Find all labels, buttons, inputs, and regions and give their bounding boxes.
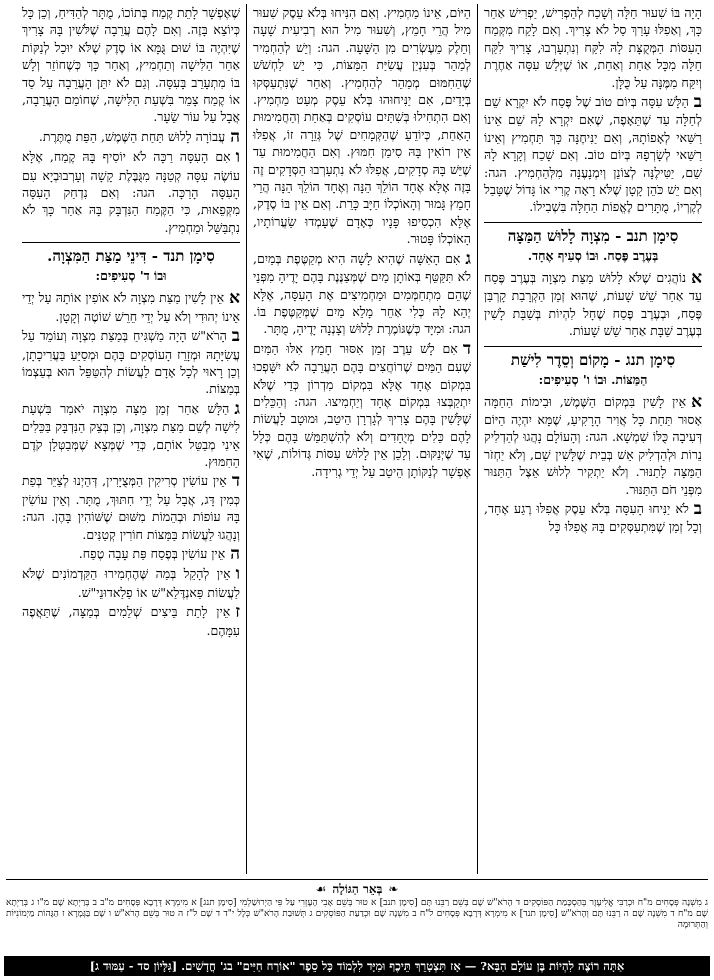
paragraph xyxy=(22,128,240,146)
text-columns xyxy=(6,4,708,874)
column-left xyxy=(16,4,246,874)
paragraph xyxy=(22,148,240,236)
paragraph xyxy=(253,4,471,248)
paragraph xyxy=(22,545,240,563)
seif-marker: ג xyxy=(234,398,240,419)
footer-banner: אַתָּה רוֹצֶה לִהְיוֹת בֶּן עוֹלָם הַבָּא? — אָז תִּצְטָרֵךְ תֵּיכֶף וּמִיָּד לִלְמוֹד כָּל סֵפֶר "אוֹרַח חַיִּים" בג' חֳדָשִׁים. [גִּלָּיוֹן סד - עַמּוּד ג] xyxy=(4,956,710,976)
paragraph-text: הַלָּשׁ אַחַר זְמַן מַצָּה מִצְוָה יֹאמַר בִּשְׁעַת לִישָׁה לְשֵׁם מַצַּת מִצְוָה, וְכֵן בְּצֵק הַנִּדְבָּק בַּכֵּלִים אֵינִי מְבַטֵּל אוֹתָם, כְּדֵי שֶׁמְּצָא שֶׁמְּבַטְּלָן קֹדֶם הַחִמּוּץ. xyxy=(22,400,240,469)
paragraph xyxy=(484,500,702,536)
biur-hagolah-heading xyxy=(6,879,708,896)
siman-heading xyxy=(484,346,702,390)
paragraph-text: אֵין לָתֵת בֵּיצִים שְׁלֵמִים בְּמַצָּה, שֶׁתַּאֲפֶה עִמָּהֶם. xyxy=(22,604,240,638)
paragraph xyxy=(22,327,240,398)
seif-marker: ה xyxy=(230,126,240,147)
paragraph-text: לֹא יַנִּיחוּ הָעִסָּה בְּלֹא עֵסֶק אֲפִלּוּ רֶגַע אֶחָד, וְכָל זְמַן שֶׁמִּתְעַסְּקִים בָּהּ אֲפִלּוּ כָּל xyxy=(484,500,702,535)
biur-hagolah-section xyxy=(6,879,708,953)
ornament-icon: ☙ xyxy=(315,882,327,896)
seif-marker: ב xyxy=(693,92,702,113)
column-divider xyxy=(246,4,247,874)
paragraph-text: שֶׁאֶפְשָׁר לָתֵת קֶמַח בְּתוֹכוֹ, מֻתָּר לְהַדִּיחַ, וְכֵן כָּל כְּיוֹצֵא בָּזֶה. וְאִם לָהֶם עֲרֵבָה שֶׁלֹּשִׁין בָּהּ צָרִיךְ שֶׁיִּהְיֶה בּוֹ שׁוּם גֻּמָּא אוֹ סֶדֶק שֶׁלֹּא יוּכַל לְנַקּוֹת אַחַר הַלִּישָׁה וְתַחְמִיץ, וְאַחַר כָּךְ כְּשֶׁחוֹזֵר וְלָשׁ בּוֹ מִתְעָרֵב בָּעִסָּה. וְגַם לֹא יִתֵּן הָעֲרֵבָה עַל סַד אוֹ קֶמַח צָמֵר בִּשְׁעַת הַלִּישָׁה, שֶׁחוֹמֵם הָעֲרֵבָה, אֲבָל עַל עוֹר שֵׂעָר. xyxy=(22,5,240,125)
paragraph xyxy=(484,4,702,91)
paragraph-text: הַיּוֹם, אֵינוֹ מַחְמִיץ. וְאִם הִנִּיחוּ בְּלֹא עֵסֶק שִׁעוּר מִיל הֲרֵי חָמֵץ, וְשִׁעוּר מִיל הוּא רְבִיעִית שָׁעָה וְחֵלֶק מֵעֶשְׂרִים מִן הַשָּׁעָה. הגה: וְיֵשׁ לְהַחְמִיר לְמַהֵר בְּעִנְיַן עֲשִׂיַּת הַמַּצּוֹת, כִּי יֵשׁ לַחְשֹׁשׁ שֶׁהַחִמּוּם מְמַהֵר לְהַחְמִיץ. וְאַחַר שֶׁנִּתְעַסְּקוּ בְּיָדַיִם, אִם יַנִּיחוּהוּ בְּלֹא עֵסֶק מְעַט מַחְמִיץ. וְאִם הִתְחִילוּ בְּשִׁתַּיִם עוֹסְקִים בְּאַחַת וְהַחֲמִימוּת הָאַחַת, כְּיוֹדֵעַ שֶׁהַקְּמָחִים שֶׁל גְּזֵרָה זוֹ, אֲפִלּוּ אֵין רוֹאִין בָּהּ סִימַן חִמּוּץ. וְאִם הַחֲמִימוּת עַד שֶׁיֵּשׁ בָּהּ סְדָקִים, אֲפִלּוּ לֹא נִתְעָרְבוּ הַסְּדָקִים זֶה בָּזֶה אֶלָּא אֶחָד הוֹלֵךְ הֵנָּה וְאֶחָד הוֹלֵךְ הֵנָּה הֲרֵי חָמֵץ גָּמוּר וְהָאוֹכְלוֹ חַיָּב כָּרֵת. וְאִם אֵין בּוֹ סֶדֶק, אֶלָּא הִכְסִיפוּ פָּנָיו כְּאָדָם שֶׁעָמְדוּ שַׂעֲרוֹתָיו, הָאוֹכְלוֹ פָּטוּר. xyxy=(253,5,471,247)
paragraph-text: אֵין לָשִׁין מַצַּת מִצְוָה לֹא אוֹפִין אוֹתָהּ עַל יְדֵי אֵינוֹ יְהוּדִי וְלֹא עַל יְדֵי חֵרֵשׁ שׁוֹטֶה וְקָטָן. xyxy=(22,290,240,324)
paragraph xyxy=(22,400,240,471)
biur-hagolah-text: ג מִשְׁנָה פְּסָחִים מ"ח וּכְרַבִּי אֱלִיעֶזֶר בְּהַסְכָּמַת הַפּוֹסְקִים ד הָרֹא"שׁ שָׁם בְּשֵׁם רַבֵּנוּ תָּם [סִימָן תנב] א טוּר בְּשֵׁם אָבִי הָעֶזְרִי עַל פִּי הַיְרוּשַׁלְמִי [סִימָן תנג] א מִימְרָא דְּרָבָא פְּסָחִים מ"ב ב בְּרַיְתָא שָׁם מ"ו ג בְּרַיְתָא שָׁם מ"ח ד מִשְׁנָה שָׁם ה רַבֵּנוּ תָּם וְהָרֹא"שׁ [סִימָן תנד] א מִימְרָא דְּרָבָא פְּסָחִים ל"ח ב מִשְׁנָה שָׁם וּכְדַעַת הַפּוֹסְקִים ג תְּשׁוּבַת הָרֹא"שׁ כְּלָל י"ד ד שָׁם ל"ז ה טוּר בְּשֵׁם הָרֹא"שׁ ו שָׁם בַּגְּמָרָא ז הַגָּהוֹת מַיְמוֹנִיּוֹת וְהַתְּרוּמָה xyxy=(6,898,708,931)
paragraph-text: נוֹהֲגִים שֶׁלֹּא לָלוּשׁ מַצַּת מִצְוָה בְּעֶרֶב פֶּסַח עַד אַחַר שֵׁשׁ שָׁעוֹת, שֶׁהוּא זְמַן הַקְרָבַת קָרְבַּן פֶּסַח, וּבְעֶרֶב פֶּסַח שֶׁחָל לִהְיוֹת בְּשַׁבָּת לָשִׁין בְּעֶרֶב שַׁבָּת אַחַר שֵׁשׁ שָׁעוֹת. xyxy=(484,269,702,339)
siman-title: סִימָן תנב - מִצְוָה לָלוּשׁ הַמַּצָּה xyxy=(507,226,679,245)
seif-marker: ה xyxy=(230,543,240,564)
paragraph xyxy=(22,603,240,639)
siman-title: סִימָן תנג - מָקוֹם וְסֵדֶר לִישַׁת xyxy=(510,350,676,369)
siman-subtitle: בְּעֶרֶב פֶּסַח. וּבוֹ סְעִיף אֶחָד. xyxy=(527,247,659,263)
paragraph-text: עֲבוֹרָה לָלוּשׁ תַּחַת הַשֶּׁמֶשׁ, הַפַּת מֻתֶּרֶת. xyxy=(38,128,226,144)
seif-marker: א xyxy=(691,391,702,412)
paragraph xyxy=(22,289,240,325)
column-middle xyxy=(247,4,477,874)
seif-marker: א xyxy=(691,267,702,288)
paragraph xyxy=(253,340,471,480)
seif-marker: ב xyxy=(693,498,702,519)
biur-hagolah-title: בְּאֵר הַגּוֹלָה xyxy=(332,882,383,896)
paragraph-text: אִם הָאִשָּׁה שֶׁהִיא לָשָׁה הִיא מְקַטֶּפֶת בְּמַיִם, לֹא תִּקַּטֵּף בְּאוֹתָן מַיִם שֶׁמְּצַנֶּנֶת בָּהֶם יָדֶיהָ מִפְּנֵי שֶׁהֵם מִתְחַמְּמִים וּמַחְמִיצִים אֶת הָעִסָּה, אֶלָּא יְהֵא לָהּ כְּלִי אַחֵר מָלֵא מַיִם שֶׁמְּקַטֶּפֶת בּוֹ. הגה: וּמִיָּד כְּשֶׁגּוֹמֶרֶת לָלוּשׁ וְצָנְנָה יָדֶיהָ, מֻתָּר. xyxy=(253,250,471,337)
seif-marker: ו xyxy=(235,147,240,168)
seif-marker: א xyxy=(229,288,240,309)
seif-marker: ג xyxy=(465,248,471,269)
seif-marker: ז xyxy=(235,602,240,623)
paragraph xyxy=(253,250,471,338)
paragraph-text: הָרֹא"שׁ הָיָה מַשְׁגִּיחַ בְּמַצַּת מִצְוָה וְעוֹמֵד עַל עֲשִׂיָּתָהּ וּמְזָרֵז הָעוֹסְקִים בָּהֶם וּמְסַיֵּעַ בַּעֲרִיכָתָן, וְכֵן רָאוּי לְכָל אָדָם לַעֲשׂוֹת לְהִטַּפֵּל הוּא בְּעַצְמוֹ בְּמַצּוֹת. xyxy=(22,328,240,397)
seif-marker: ו xyxy=(235,564,240,585)
paragraph-text: אֵין עוֹשִׂין בְּפֶסַח פַּת עָבָה טֶפַח. xyxy=(78,545,226,561)
ornament-icon: ❧ xyxy=(388,882,399,896)
paragraph-text: אֵין לָשִׁין בִּמְקוֹם הַשֶּׁמֶשׁ, וּבִימוֹת הַחַמָּה אָסוּר תַּחַת כָּל אֲוִיר הָרָקִיעַ, שֶׁמָּא יִהְיֶה הַיּוֹם דְּעִיבָה כֻּלּוֹ שִׁמְשָׁא. הגה: וְהָעוֹלָם נָהֲגוּ לְהַדְלִיק נֵרוֹת וּלְהַדְלִיק אֵשׁ בְּבֵית שֶׁלָּשִׁין שָׁם, וְלֹא יַחְזֹר הַמַּצָּה לָתַנּוּר. וְלֹא יַתְקִיר לְלוּשׁ אֵצֶל הַתַּנּוּר מִפְּנֵי חֹם הַתַּנּוּר. xyxy=(484,393,702,497)
siman-heading xyxy=(484,222,702,266)
seif-marker: ב xyxy=(231,326,240,347)
paragraph xyxy=(22,565,240,601)
paragraph xyxy=(22,472,240,543)
paragraph xyxy=(484,393,702,498)
paragraph-text: אֵין עוֹשִׂין סְרִיקִין הַמְּצֻיָּרִין, דְּהַיְנוּ לְצַיֵּר בְּפַת כְּמִין דָּג, אֲבָל עַל יְדֵי חִתּוּךְ, מֻתָּר. וְאֵין עוֹשִׂין בָּהּ עוֹפוֹת וּבְהֵמוֹת מִשּׁוּם שֶׁשּׁוֹהִין בָּהֶן. הגה: וְנָהֲגוּ לַעֲשׂוֹת בַּמַּצּוֹת חוֹרִין קְטַנִּים. xyxy=(22,473,240,542)
siman-subtitle: הַמַּצּוֹת. וּבוֹ ו' סְעִיפִים: xyxy=(538,371,648,387)
siman-subtitle: וּבוֹ ד' סְעִיפִים: xyxy=(95,268,167,284)
paragraph xyxy=(484,93,702,216)
column-right xyxy=(478,4,708,874)
siman-title: סִימָן תנד - דִּינֵי מַצַּת הַמִּצְוָה. xyxy=(47,247,215,266)
siman-heading xyxy=(22,242,240,286)
paragraph-text: אֵין לְהָקֵל בְּמַה שֶּׁהֶחְמִירוּ הַקַּדְמוֹנִים שֶׁלֹּא לַעֲשׂוֹת פַּאנְדֶּלַא"שׁ אוֹ פַלַאדוּנֵי"שׁ. xyxy=(22,566,240,600)
paragraph-text: אִם הָעִסָּה רַכָּה לֹא יוֹסִיף בָּהּ קֶמַח, אֶלָּא עוֹשֶׂה עִסָּה קְטַנָּה מִגֻּבֶּלֶת קָשָׁה וְעָרְבוּבְיָא עִם הָעִסָּה הָרַכָּה. הגה: וְאִם נִדְחַק הָעִסָּה מִקְּפֵאוּת, כִּי הַקֶּמַח הַנִּדְבָּק בָּהּ אַחַר כָּךְ לֹא נִתְבַּשֵּׁל וּמַחְמִיץ. xyxy=(22,149,240,235)
paragraph-text: הָיָה בּוֹ שִׁעוּר חַלָּה וְשָׁכַח לְהַפְרִישׁ, יַפְרִישׁ אַחַר כָּךְ, וְאַפִלּוּ עָרַךְ סַל לֹא צָרִיךְ. וְאִם לָקַח מִקְּמַח הָעִסּוֹת הַמְּקֻצָּת לָהּ לִקַּח וְנִתְעָרְבוּ, צָרִיךְ לִקַּח חַלָּה מִכָּל אַחַת וְאַחַת, אוֹ שֶׁיְּלַשׁ עִסָּה אַחֶרֶת וְיִקַּח מִמֶּנָּה עַל כֻּלָּן. xyxy=(484,5,702,90)
paragraph xyxy=(22,4,240,126)
paragraph-text: אִם לָשׁ עֵרֶב זְמַן אִסּוּר חָמֵץ אִלּוּ הַמַּיִם שֶׁעִם הַמַּיִם שֶׁרוֹחֲצִים בָּהֶם הָעֲרֵבָה לֹא יִשָּׁפְכוּ בִּמְקוֹם אֶחָד אֶלָּא בִּמְקוֹם מִדְרוֹן כְּדֵי שֶׁלֹּא יִתְקַבְּצוּ בִּמְקוֹם אֶחָד וְיַחְמִיצוּ. הגה: וְהַכֵּלִים שֶׁלָּשִׁין בָּהֶם צָרִיךְ לְגָרְרָן הֵיטֵב, וּמוּטָב לָעֲשׂוֹת לָהֶם כֵּלִים מְיֻחָדִים וְלֹא לְהִשְׁתַּמֵּשׁ בָּהֶם כְּלָל עַד שֶׁיְּנַקּוּם. וְלָכֵן אֵין לָלוּשׁ עִסּוֹת גְּדוֹלוֹת, שֶׁאִי אֶפְשָׁר לְנַקּוֹתָן הֵיטֵב עַל יְדֵי גְרִידָה. xyxy=(253,340,471,479)
seif-marker: ד xyxy=(231,471,240,492)
seif-marker: ד xyxy=(462,338,471,359)
paragraph xyxy=(484,269,702,340)
column-divider xyxy=(477,4,478,874)
paragraph-text: הַלָּשׁ עִסָּה בְּיוֹם טוֹב שֶׁל פֶּסַח לֹא יִקְרָא שֵׁם לְחַלָּה עַד שֶׁתֵּאָפֶה, שֶׁאִם יִקְרָא לָהּ שֵׁם אֵינוֹ רַשַּׁאי לְאָפוֹתָהּ, וְאִם יַנִּיחֶנָּה כָּךְ תַּחְמִיץ וְאֵינוֹ רַשַּׁאי לְשָׂרְפָהּ בְּיוֹם טוֹב. וְאִם שָׁכַח וְקָרָא לָהּ שֵׁם, יַטִּילֶנָּה לְצוֹנֵן וְיִמְנָעֶנָּה מִלְּהַחְמִיץ. הגה: וְאִם יֵשׁ כֹּהֵן קָטָן שֶׁלֹּא רָאָה קֶרִי אוֹ גָּדוֹל שֶׁטָּבַל לְקֶרְיוֹ, מֻתָּרִים לֶאֱפוֹת הַחַלָּה בִּשְׁבִילוֹ. xyxy=(484,94,702,215)
